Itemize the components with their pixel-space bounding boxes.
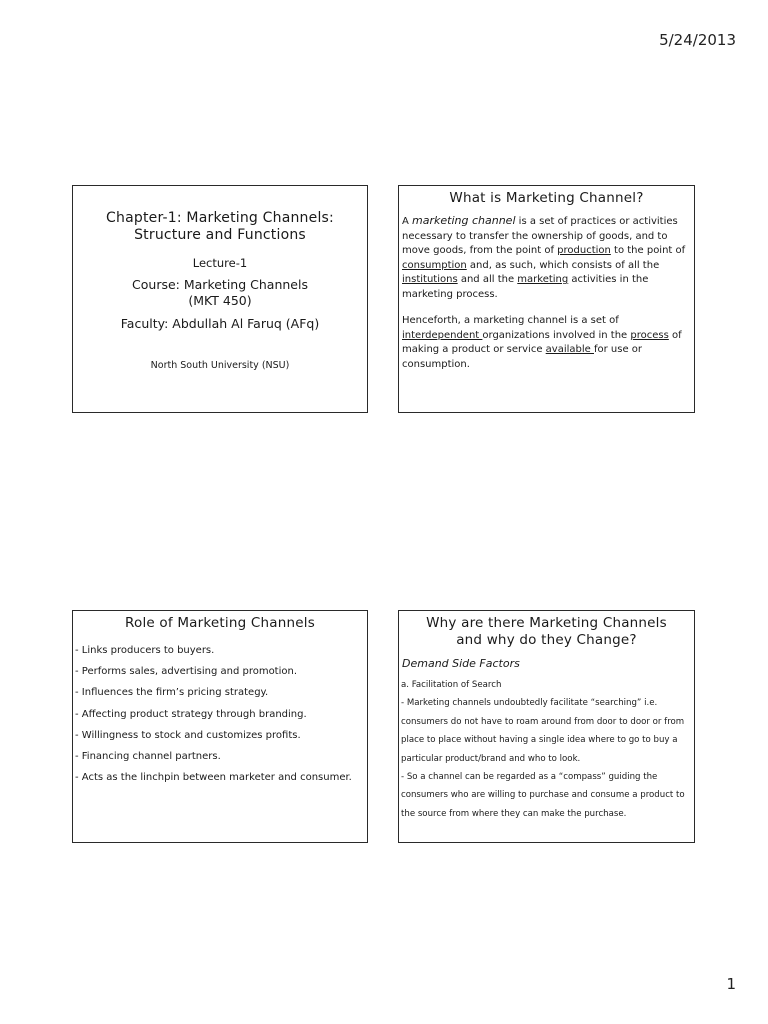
demand-side-subheading: Demand Side Factors xyxy=(402,657,520,670)
slide-role xyxy=(72,610,368,843)
definition-paragraph-1: A marketing channel is a set of practices or activities necessary to transfer the ownership of goods, and to move goods, from the point of production to the point of consumption and, as such, which consists of all the institutions and all the marketing activities in the marketing process. xyxy=(402,214,686,300)
demand-side-body xyxy=(401,676,692,823)
list-item: - Willingness to stock and customizes profits. xyxy=(75,729,301,741)
slide-title xyxy=(72,185,368,413)
chapter-title-line1: Chapter-1: Marketing Channels: xyxy=(106,210,334,226)
available-term: available xyxy=(545,344,594,355)
body-line: place to place without having a single idea where to go to buy a xyxy=(401,735,678,746)
body-line: a. Facilitation of Search xyxy=(401,680,502,690)
body-line: consumers who are willing to purchase and consume a product to xyxy=(401,790,685,801)
faculty-name: Faculty: Abdullah Al Faruq (AFq) xyxy=(120,316,320,331)
body-line: - Marketing channels undoubtedly facilitate “searching” i.e. xyxy=(401,698,658,709)
institutions-term: institutions xyxy=(402,274,458,285)
role-list xyxy=(75,644,365,792)
process-term: process xyxy=(630,329,669,341)
list-item: - Influences the firm’s pricing strategy. xyxy=(75,687,269,699)
definition-paragraph-2: Henceforth, a marketing channel is a set of interdependent organizations involved in the process of making a product or service available for use or consumption. xyxy=(402,315,682,370)
page-number: 1 xyxy=(726,975,736,993)
slide-definition xyxy=(398,185,695,413)
lecture-label: Lecture-1 xyxy=(192,256,248,270)
list-item: - Links producers to buyers. xyxy=(75,645,215,656)
body-line: particular product/brand and who to look. xyxy=(401,753,581,764)
course-name: Course: Marketing Channels xyxy=(132,277,308,292)
slide-why-channels xyxy=(398,610,695,843)
marketing-term: marketing xyxy=(517,274,569,285)
production-term: production xyxy=(557,245,611,256)
list-item: - Performs sales, advertising and promotion. xyxy=(75,666,298,678)
marketing-channel-term: marketing channel xyxy=(412,214,516,227)
body-line: the source from where they can make the purchase. xyxy=(401,808,627,819)
chapter-title-line2: Structure and Functions xyxy=(134,227,306,243)
consumption-term: consumption xyxy=(402,259,467,271)
slide-heading xyxy=(399,615,694,649)
list-item: - Acts as the linchpin between marketer and consumer. xyxy=(75,772,352,784)
slide-title-heading xyxy=(73,210,367,244)
page-date: 5/24/2013 xyxy=(659,31,736,49)
body-line: - So a channel can be regarded as a “compass” guiding the xyxy=(401,772,658,783)
course-info xyxy=(73,277,367,309)
course-code: (MKT 450) xyxy=(188,293,252,308)
slide-heading: What is Marketing Channel? xyxy=(449,190,644,206)
interdependent-term: interdependent xyxy=(402,329,483,341)
definition-body xyxy=(402,214,692,372)
heading-line2: and why do they Change? xyxy=(456,632,637,648)
list-item: - Financing channel partners. xyxy=(75,750,221,762)
university-name: North South University (NSU) xyxy=(150,360,290,371)
heading-line1: Why are there Marketing Channels xyxy=(426,615,667,631)
body-line: consumers do not have to roam around from door to door or from xyxy=(401,716,685,727)
list-item: - Affecting product strategy through branding. xyxy=(75,708,307,720)
slide-heading: Role of Marketing Channels xyxy=(125,615,315,631)
